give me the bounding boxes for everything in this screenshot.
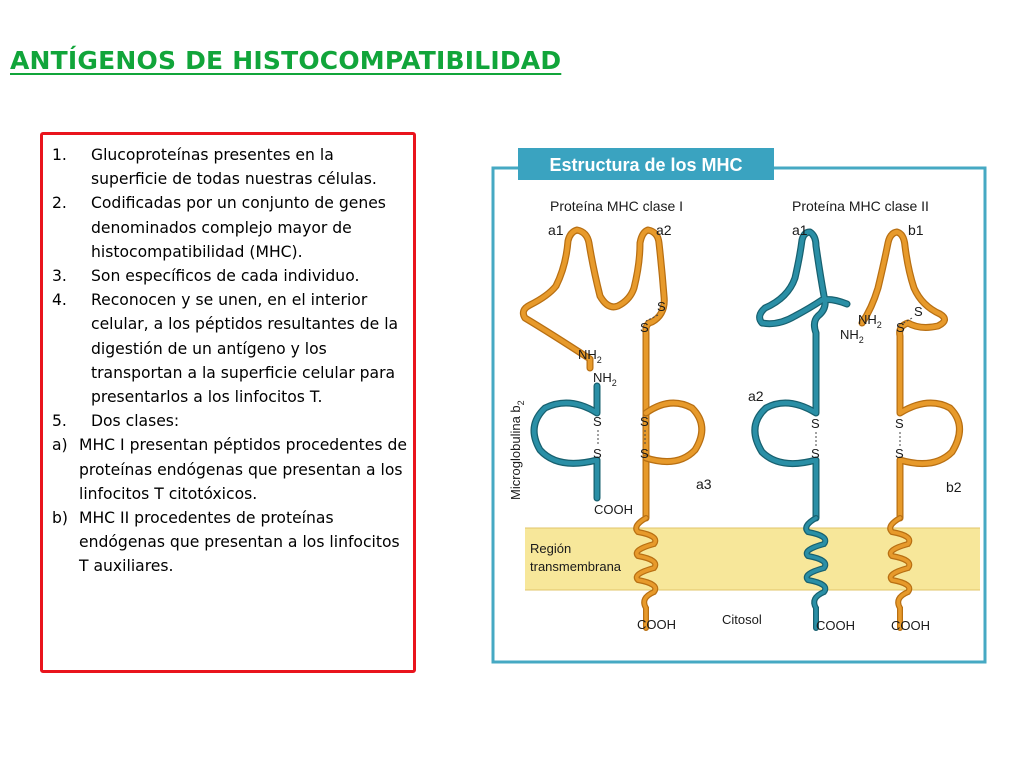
- disulfide-s: S: [593, 414, 602, 429]
- nh2-text: NH: [840, 327, 859, 342]
- disulfide-s: S: [640, 446, 649, 461]
- text-box: [40, 132, 416, 673]
- list-item: [52, 433, 407, 506]
- nh2-subscript: 2: [858, 335, 864, 345]
- list-text: Glucoproteínas presentes en la superficie de todas nuestras células.: [91, 146, 377, 189]
- label-a1-class1: a1: [548, 222, 564, 238]
- disulfide-s: S: [811, 446, 820, 461]
- cooh-label: COOH: [594, 502, 633, 517]
- nh2-text: NH: [578, 347, 597, 362]
- class2-label: Proteína MHC clase II: [792, 198, 929, 214]
- cytosol-label: Citosol: [722, 612, 762, 627]
- lettered-list: [52, 433, 407, 578]
- list-text: MHC II procedentes de proteínas endógenas que presentan a los linfocitos T auxiliares.: [79, 509, 400, 576]
- nh2-subscript: 2: [596, 355, 602, 365]
- label-a3: a3: [696, 476, 712, 492]
- slide-title: ANTÍGENOS DE HISTOCOMPATIBILIDAD: [10, 46, 562, 75]
- mhc-diagram: [490, 138, 988, 665]
- figure-header: Estructura de los MHC: [549, 155, 743, 175]
- label-a2-class1: a2: [656, 222, 672, 238]
- list-text: MHC I presentan péptidos procedentes de proteínas endógenas que presentan a los linfocitos T citotóxicos.: [79, 436, 407, 503]
- membrane-label-line2: transmembrana: [530, 559, 622, 574]
- numbered-list: [52, 143, 407, 433]
- disulfide-s: S: [895, 416, 904, 431]
- list-text: Son específicos de cada individuo.: [91, 267, 360, 286]
- cooh-label: COOH: [816, 618, 855, 633]
- list-item: [52, 143, 407, 191]
- label-a2-class2: a2: [748, 388, 764, 404]
- list-number: 4.: [52, 291, 67, 310]
- list-text: Reconocen y se unen, en el interior celular, a los péptidos resultantes de la digestión de un antígeno y los transportan a la superficie celular para presentarlos a los linfocitos T.: [91, 291, 399, 407]
- disulfide-s: S: [657, 299, 666, 314]
- nh2-subscript: 2: [611, 378, 617, 388]
- disulfide-s: S: [895, 446, 904, 461]
- nh2-text: NH: [858, 312, 877, 327]
- nh2-text: NH: [593, 370, 612, 385]
- list-number: 2.: [52, 194, 67, 213]
- list-number: 5.: [52, 412, 67, 431]
- list-number: 1.: [52, 146, 67, 164]
- list-item: [52, 506, 407, 579]
- label-b2: b2: [946, 479, 962, 495]
- list-letter: a): [52, 436, 68, 455]
- label-a1-class2: a1: [792, 222, 808, 238]
- disulfide-s: S: [640, 414, 649, 429]
- microglobulin-subscript: 2: [516, 400, 526, 406]
- disulfide-s: S: [914, 304, 923, 319]
- list-item: [52, 288, 407, 409]
- list-text: Codificadas por un conjunto de genes denominados complejo mayor de histocompatibilidad (MHC).: [91, 194, 386, 261]
- label-b1: b1: [908, 222, 924, 238]
- list-letter: b): [52, 509, 68, 528]
- microglobulin-text: Microglobulina b: [508, 405, 523, 500]
- list-item: [52, 264, 407, 288]
- disulfide-s: S: [640, 320, 649, 335]
- list-text: Dos clases:: [91, 412, 180, 431]
- disulfide-s: S: [811, 416, 820, 431]
- cooh-label: COOH: [891, 618, 930, 633]
- mhc-structure-figure: [490, 138, 988, 665]
- disulfide-s: S: [593, 446, 602, 461]
- list-item: [52, 191, 407, 264]
- class1-label: Proteína MHC clase I: [550, 198, 684, 214]
- disulfide-s: S: [896, 320, 905, 335]
- cooh-label: COOH: [637, 617, 676, 632]
- list-item: [52, 409, 407, 433]
- membrane-label-line1: Región: [530, 541, 572, 556]
- list-number: 3.: [52, 267, 67, 286]
- nh2-subscript: 2: [876, 320, 882, 330]
